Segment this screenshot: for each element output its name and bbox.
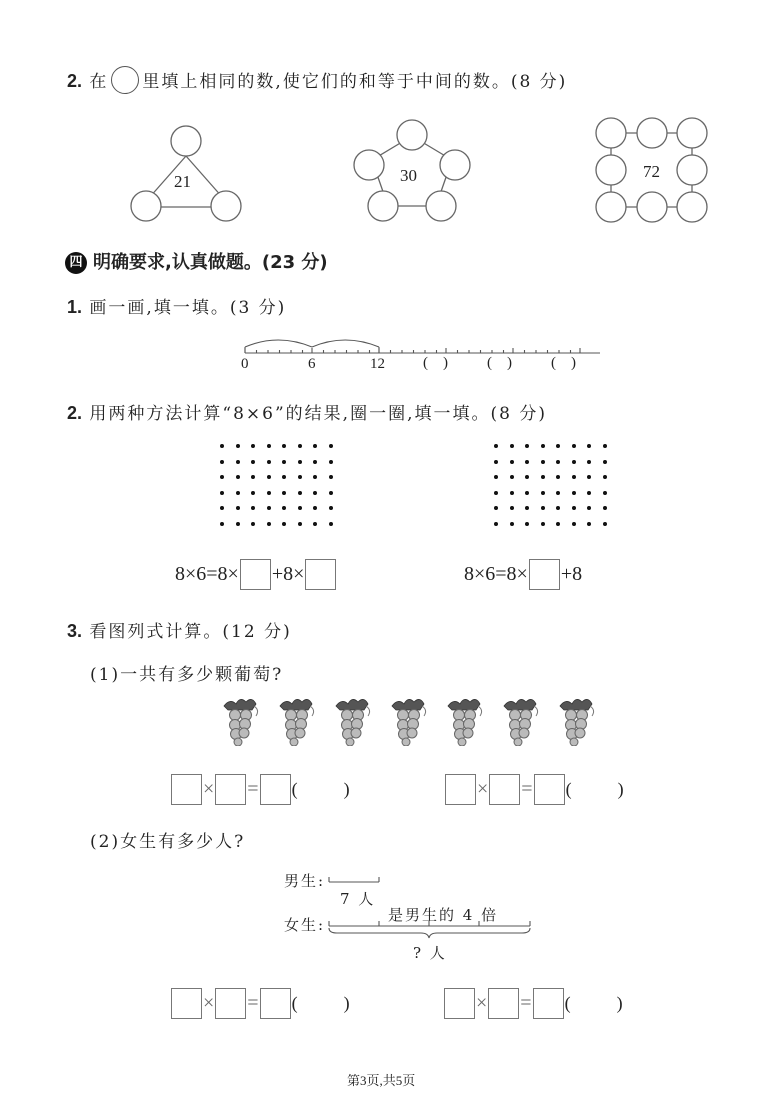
total-brace [329,928,530,938]
dot [298,506,302,510]
dot [494,491,498,495]
dot [313,460,317,464]
dot [587,444,591,448]
dot [236,491,240,495]
dot [251,475,255,479]
question-3-prompt [67,617,292,642]
dot [510,475,514,479]
dot [267,522,271,526]
dot [541,491,545,495]
answer-box[interactable] [260,774,291,805]
dot [282,444,286,448]
dot [282,506,286,510]
dot [298,475,302,479]
number-line-blank[interactable]: ( ) [551,355,576,371]
dot [251,506,255,510]
section-number-badge: 四 [65,252,87,274]
dot [220,444,224,448]
dot [541,460,545,464]
dot [525,460,529,464]
dot [494,444,498,448]
dot [220,491,224,495]
line-segment-diagram [325,870,540,945]
answer-box[interactable] [444,988,475,1019]
answer-box[interactable] [488,988,519,1019]
girls-multiple-note: 是男生的 4 倍 [388,906,499,924]
part-2-prompt: (2)女生有多少人? [90,832,246,852]
grape-bunch-icon [390,696,430,750]
dot [298,522,302,526]
number-line-label-0: 0 [241,356,249,372]
number-line [238,335,608,357]
answer-box[interactable] [489,774,520,805]
dot [603,506,607,510]
equation-text: 8×6=8× [175,563,239,585]
answer-box[interactable] [533,988,564,1019]
number-line-blank[interactable]: ( ) [423,355,448,371]
dot [494,475,498,479]
dot [313,522,317,526]
dot [572,522,576,526]
dot [587,475,591,479]
question-number: 3. [67,621,83,641]
dot-grid-left[interactable] [220,444,344,537]
dot [603,522,607,526]
grape-bunch-icon [222,696,262,750]
prompt-text: 看图列式计算。(12 分) [89,622,292,642]
equation-method-1 [175,559,337,590]
triangle-center-value: 21 [174,172,191,191]
dot [541,475,545,479]
question-number: 2. [67,71,83,91]
dot [510,444,514,448]
dot [298,460,302,464]
dot [313,491,317,495]
answer-box[interactable] [215,774,246,805]
dot [541,444,545,448]
equation-text: +8 [560,563,583,585]
square-center-value: 72 [643,162,660,181]
answer-box[interactable] [445,774,476,805]
dot [329,475,333,479]
dot [556,522,560,526]
number-line-label-6: 6 [308,356,316,372]
part-2-equation-2 [443,988,623,1019]
grape-bunch-icon [558,696,598,750]
dot [587,460,591,464]
dot [251,460,255,464]
pentagon-center-value: 30 [400,166,417,185]
dot [510,460,514,464]
unit-paren-close: ) [343,993,350,1013]
unit-paren-open: ( [565,779,572,799]
dot [329,522,333,526]
section-4-heading [65,248,328,274]
dot [236,522,240,526]
answer-box[interactable] [240,559,271,590]
answer-box[interactable] [305,559,336,590]
dot [282,460,286,464]
number-line-label-12: 12 [370,356,385,372]
unit-paren-open: ( [564,993,571,1013]
dot [313,444,317,448]
dot [572,460,576,464]
equals-sign: = [521,778,533,800]
equals-sign: = [520,992,532,1014]
unit-paren-close: ) [617,779,624,799]
part-2-equation-1 [170,988,350,1019]
dot [329,491,333,495]
equation-text: 8×6=8× [464,563,528,585]
dot-grid-right[interactable] [494,444,618,537]
dot [572,444,576,448]
dot [313,506,317,510]
dot [572,475,576,479]
dot [329,506,333,510]
dot [572,506,576,510]
dot [236,460,240,464]
dot [603,491,607,495]
equation-text: +8× [271,563,305,585]
answer-box[interactable] [534,774,565,805]
unit-paren-close: ) [616,993,623,1013]
dot [510,491,514,495]
part-1-prompt: (1)一共有多少颗葡萄? [90,665,284,685]
dot [525,444,529,448]
dot [587,491,591,495]
answer-box[interactable] [529,559,560,590]
answer-box[interactable] [260,988,291,1019]
dot [587,506,591,510]
equals-sign: = [247,992,259,1014]
dot [494,506,498,510]
number-line-ticks [245,348,580,353]
dot [329,460,333,464]
answer-box[interactable] [215,988,246,1019]
dot [541,522,545,526]
dot [525,522,529,526]
dot [494,460,498,464]
dot [603,460,607,464]
question-2-prompt [67,399,547,424]
boys-label: 男生: [284,872,326,890]
dot [220,522,224,526]
dot [282,475,286,479]
dot [541,506,545,510]
answer-box[interactable] [171,988,202,1019]
dot [267,475,271,479]
answer-box[interactable] [171,774,202,805]
equals-sign: = [247,778,259,800]
grape-bunch-icon [278,696,318,750]
unit-paren-close: ) [343,779,350,799]
dot [236,444,240,448]
dot [556,506,560,510]
unit-paren-open: ( [291,993,298,1013]
question-number: 1. [67,297,83,317]
dot [525,506,529,510]
part-1-equation-1 [170,774,350,805]
dot [587,522,591,526]
dot [267,491,271,495]
dot [298,444,302,448]
dot [556,444,560,448]
prompt-text: 里填上相同的数,使它们的和等于中间的数。(8 分) [142,72,568,92]
girls-total: ? 人 [413,944,447,962]
question-2-sum-prompt [67,66,567,94]
dot [494,522,498,526]
prompt-text: 用两种方法计算“8×6”的结果,圈一圈,填一填。(8 分) [89,404,547,424]
dot [282,522,286,526]
dot [510,522,514,526]
dot [603,475,607,479]
jump-arc [312,340,379,347]
dot [251,444,255,448]
section-title: 明确要求,认真做题。(23 分) [93,252,328,273]
grape-bunches-row [222,696,598,750]
number-line-blank[interactable]: ( ) [487,355,512,371]
dot [313,475,317,479]
dot [572,491,576,495]
jump-arc [245,340,312,347]
dot [556,460,560,464]
girls-label: 女生: [284,916,326,934]
dot [298,491,302,495]
prompt-text: 在 [89,72,109,92]
question-1-prompt [67,293,286,318]
equation-method-2 [464,559,582,590]
dot [329,444,333,448]
unit-paren-open: ( [291,779,298,799]
dot [220,475,224,479]
dot [236,475,240,479]
times-sign: × [476,992,488,1014]
dot [220,460,224,464]
times-sign: × [203,992,215,1014]
page-number: 第3页,共5页 [347,1073,416,1088]
part-1-equation-2 [444,774,624,805]
dot [556,475,560,479]
boys-value: 7 人 [340,890,376,908]
dot [282,491,286,495]
dot [525,491,529,495]
dot [251,522,255,526]
dot [267,460,271,464]
grape-bunch-icon [446,696,486,750]
dot [220,506,224,510]
question-number: 2. [67,403,83,423]
grape-bunch-icon [502,696,542,750]
times-sign: × [477,778,489,800]
prompt-text: 画一画,填一填。(3 分) [89,298,287,318]
dot [525,475,529,479]
dot [236,506,240,510]
dot [556,491,560,495]
dot [510,506,514,510]
grape-bunch-icon [334,696,374,750]
dot [267,506,271,510]
dot [603,444,607,448]
times-sign: × [203,778,215,800]
circle-icon [111,66,139,94]
dot [251,491,255,495]
dot [267,444,271,448]
